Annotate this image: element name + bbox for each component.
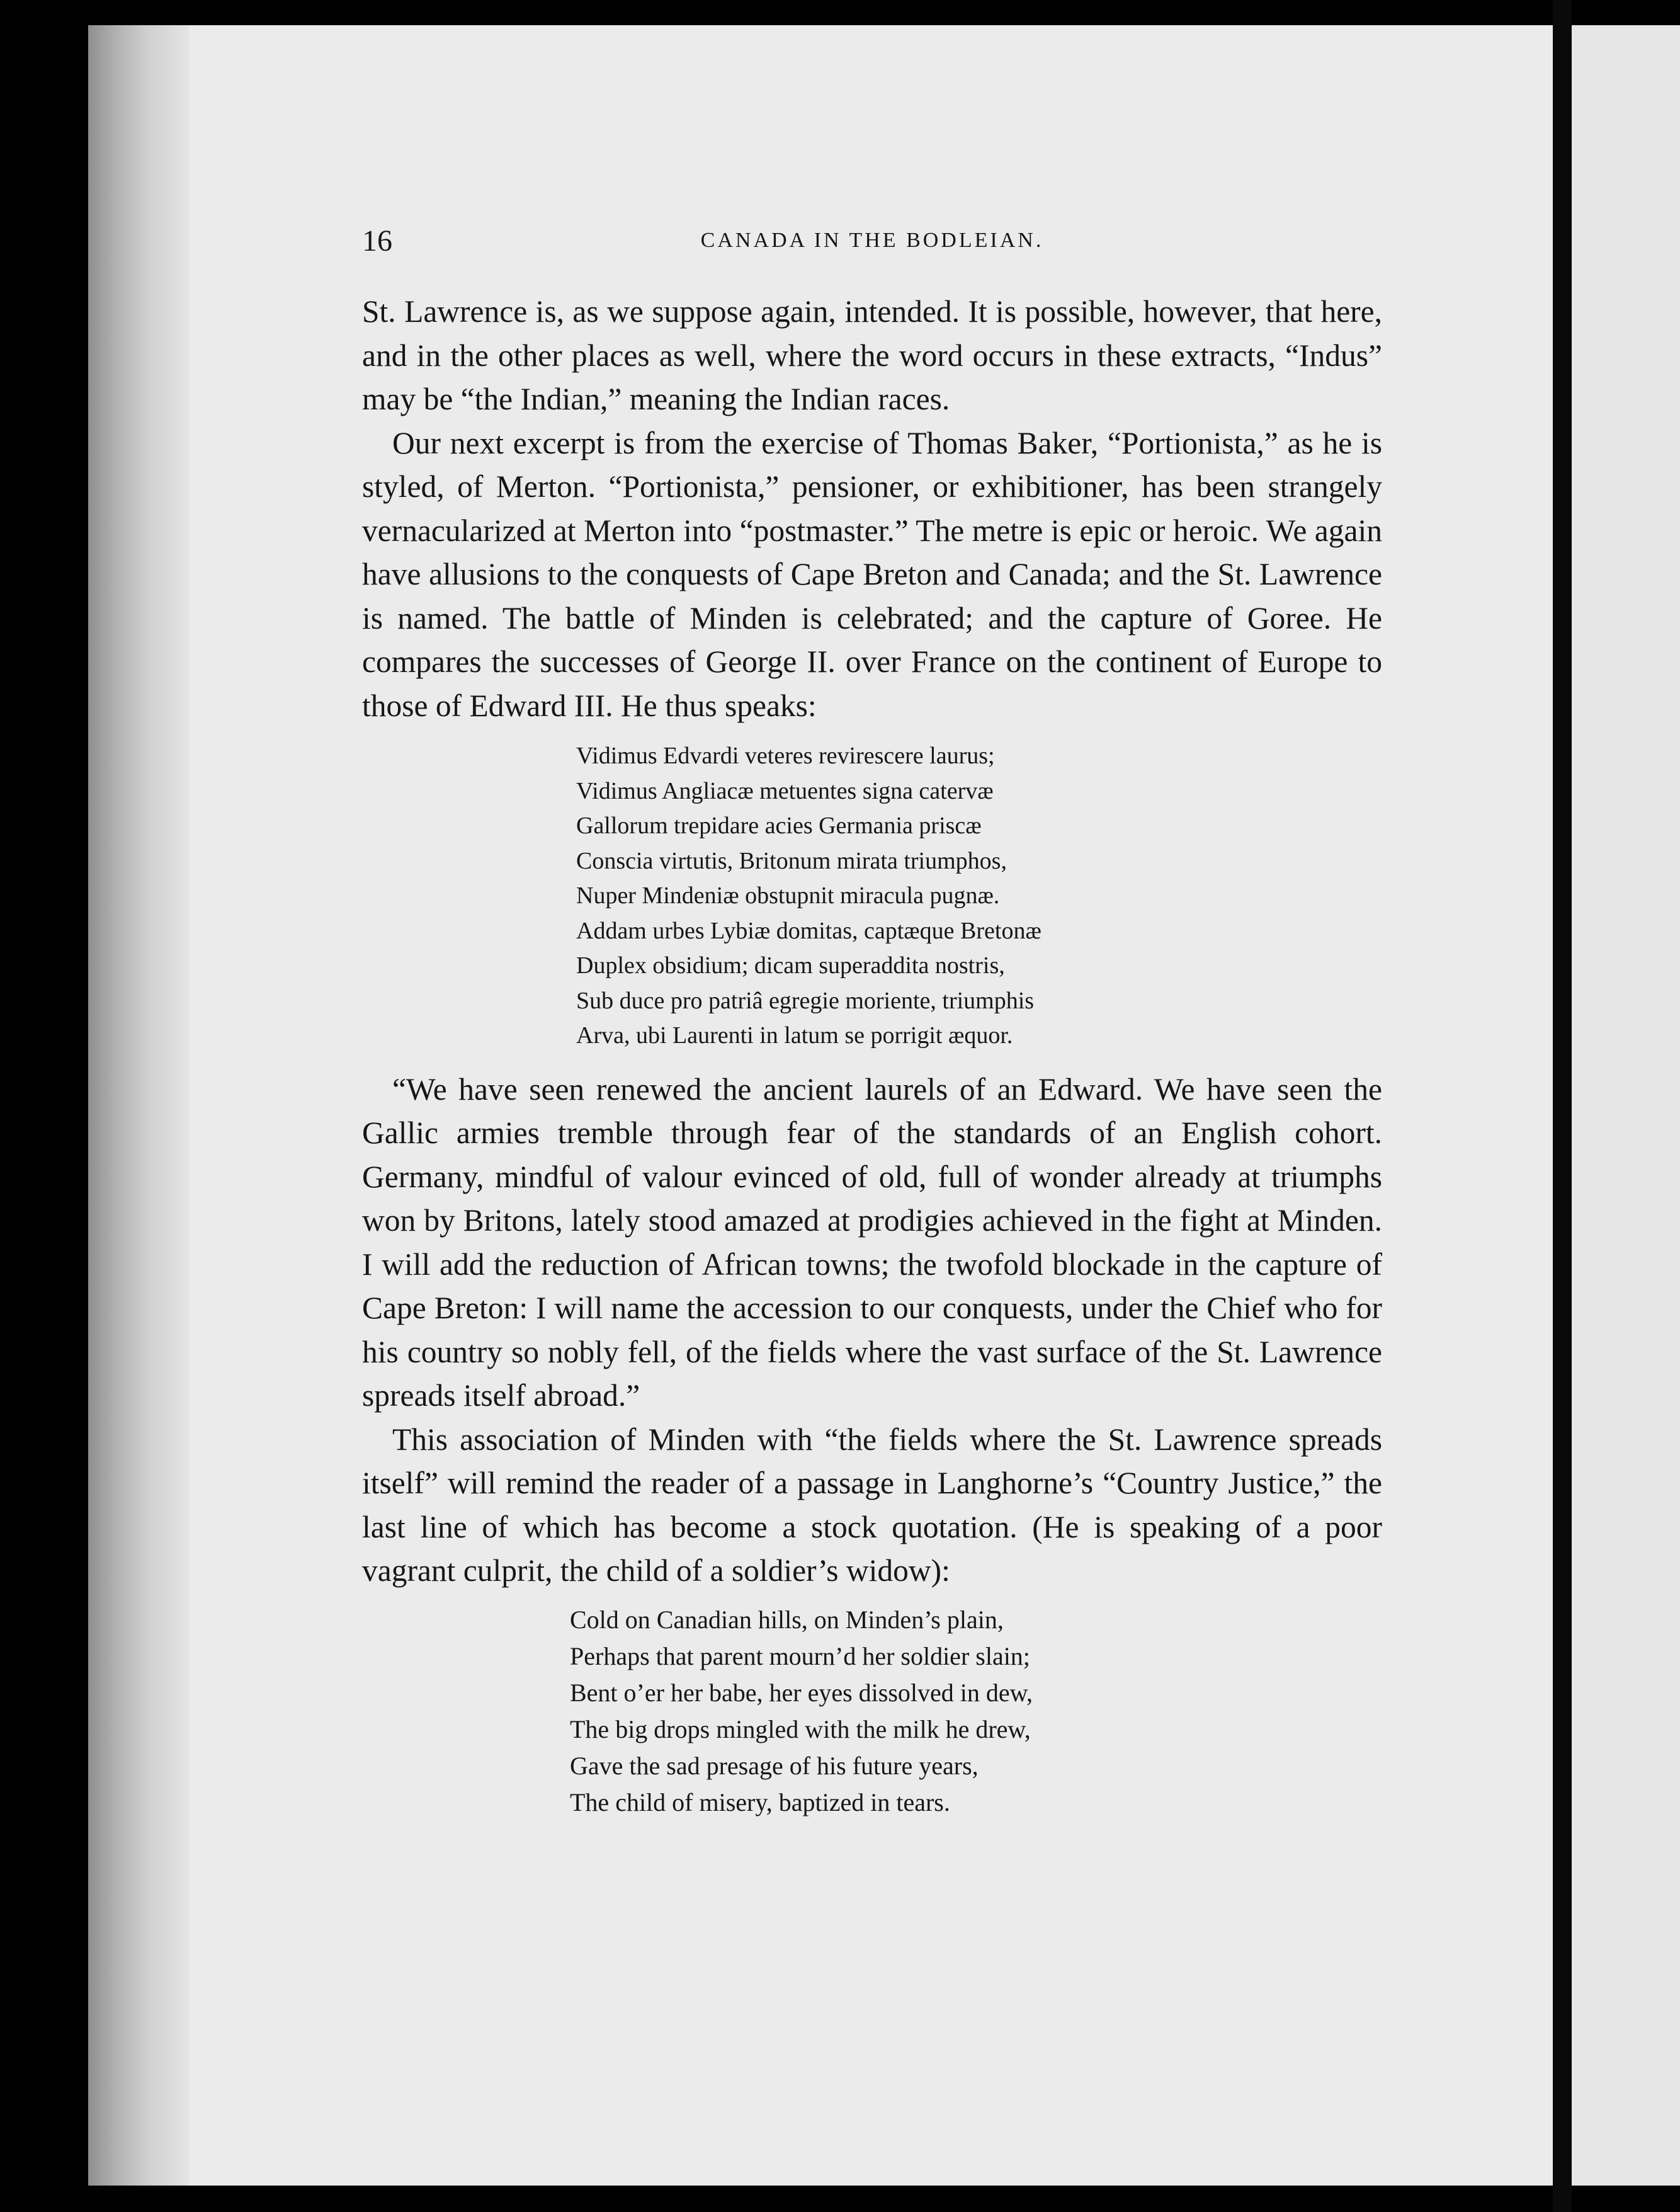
verse-line: Duplex obsidium; dicam superaddita nostris,: [576, 952, 1005, 979]
page-number: 16: [362, 224, 392, 258]
verse-line: Bent o’er her babe, her eyes dissolved in dew,: [570, 1678, 1033, 1707]
verse-line: The big drops mingled with the milk he drew,: [570, 1714, 1031, 1743]
page-header: [362, 224, 1382, 261]
verse-line: Cold on Canadian hills, on Minden’s plain,: [570, 1605, 1004, 1634]
latin-verse: [576, 739, 1382, 1054]
verse-line: Gallorum trepidare acies Germania priscæ: [576, 812, 982, 839]
verse-line: Vidimus Angliacæ metuentes signa catervæ: [576, 777, 994, 804]
page-edge-shadow: [1553, 0, 1572, 2212]
english-verse: [570, 1602, 1382, 1821]
running-title: CANADA IN THE BODLEIAN.: [700, 229, 1044, 252]
verse-line: Gave the sad presage of his future years,: [570, 1751, 979, 1780]
verse-line: Perhaps that parent mourn’d her soldier slain;: [570, 1641, 1030, 1670]
paragraph-1: St. Lawrence is, as we suppose again, intended. It is possible, however, that here, and in the other places as well, where the word occurs in these extracts, “Indus” may be “the Indian,” meaning the Indian races.: [362, 294, 1382, 416]
verse-line: Vidimus Edvardi veteres revirescere laurus;: [576, 743, 995, 769]
verse-line: The child of misery, baptized in tears.: [570, 1787, 950, 1816]
paragraph-4: This association of Minden with “the fields where the St. Lawrence spreads itself” will remind the reader of a passage in Langhorne’s “Country Justice,” the last line of which has become a stock quotation. (He is speaking of a poor vagrant culprit, the child of a soldier’s widow):: [362, 1422, 1382, 1588]
paragraph-3: “We have seen renewed the ancient laurels of an Edward. We have seen the Gallic armies tremble through fear of the standards of an English cohort. Germany, mindful of valour evinced of old, full of wonder already at triumphs won by Britons, lately stood amazed at prodigies achieved in the fight at Minden. I will add the reduction of African towns; the twofold blockade in the capture of Cape Breton: I will name the accession to our conquests, under the Chief who for his country so nobly fell, of the fields where the vast surface of the St. Lawrence spreads itself abroad.”: [362, 1071, 1382, 1413]
facing-page-edge: [1572, 25, 1680, 2186]
page-gutter: [88, 25, 189, 2186]
verse-line: Arva, ubi Laurenti in latum se porrigit æquor.: [576, 1022, 1013, 1049]
verse-line: Sub duce pro patriâ egregie moriente, triumphis: [576, 987, 1035, 1014]
page-body: [362, 290, 1382, 1821]
verse-line: Addam urbes Lybiæ domitas, captæque Bretonæ: [576, 917, 1041, 944]
verse-line: Conscia virtutis, Britonum mirata triumphos,: [576, 847, 1007, 874]
verse-line: Nuper Mindeniæ obstupnit miracula pugnæ.: [576, 882, 1000, 909]
paragraph-2: Our next excerpt is from the exercise of Thomas Baker, “Portionista,” as he is styled, of Merton. “Portionista,” pensioner, or exhibitioner, has been strangely vernacularized at Merton into “postmaster.” The metre is epic or heroic. We again have allusions to the conquests of Cape Breton and Canada; and the St. Lawrence is named. The battle of Minden is celebrated; and the capture of Goree. He compares the successes of George II. over France on the continent of Europe to those of Edward III. He thus speaks:: [362, 425, 1382, 723]
